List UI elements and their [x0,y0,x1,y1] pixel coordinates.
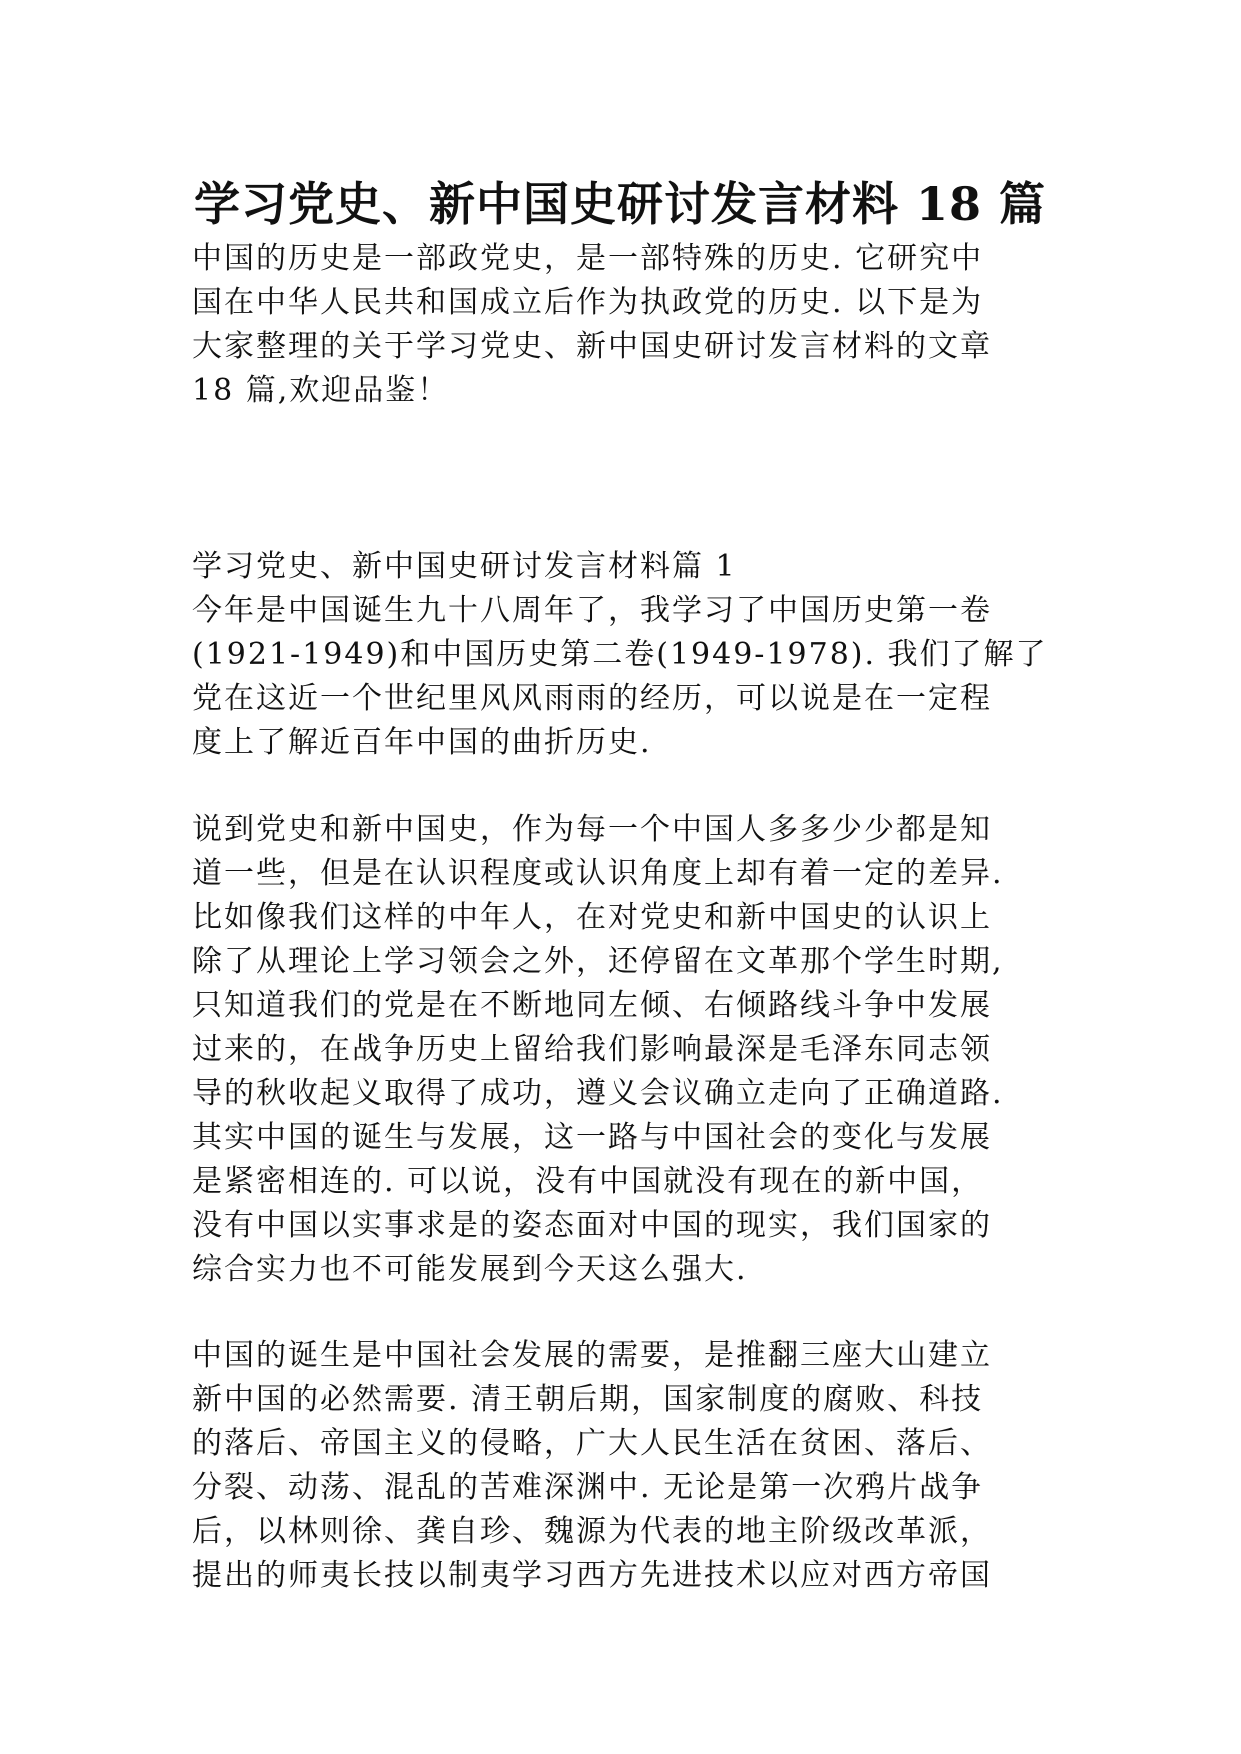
text-line: 是紧密相连的. 可以说，没有中国就没有现在的新中国， [192,1164,984,1199]
text-line: 没有中国以实事求是的姿态面对中国的现实，我们国家的 [192,1208,992,1243]
section-heading [192,545,1052,589]
text-line: 导的秋收起义取得了成功，遵义会议确立走向了正确道路. [192,1076,1004,1111]
text-line: 党在这近一个世纪里风风雨雨的经历，可以说是在一定程 [192,681,992,716]
document-title: 学习党史、新中国史研讨发言材料 18 篇 [194,177,1047,231]
text-line: 大家整理的关于学习党史、新中国史研讨发言材料的文章 [192,329,992,364]
text-line: 新中国的必然需要. 清王朝后期，国家制度的腐败、科技 [192,1382,984,1417]
text-line: 只知道我们的党是在不断地同左倾、右倾路线斗争中发展 [192,988,992,1023]
intro-paragraph [192,237,1052,413]
paragraph [192,589,1052,765]
text-line: 18 篇,欢迎品鉴！ [192,373,450,408]
paragraph [192,808,1052,1292]
text-line: 中国的诞生是中国社会发展的需要，是推翻三座大山建立 [192,1338,992,1373]
text-line: 其实中国的诞生与发展，这一路与中国社会的变化与发展 [192,1120,992,1155]
text-line: 道一些，但是在认识程度或认识角度上却有着一定的差异. [192,856,1004,891]
text-line: 比如像我们这样的中年人，在对党史和新中国史的认识上 [192,900,992,935]
text-line: 国在中华人民共和国成立后作为执政党的历史. 以下是为 [192,285,984,320]
text-line: 综合实力也不可能发展到今天这么强大. [192,1252,748,1287]
text-line: (1921-1949)和中国历史第二卷(1949-1978). 我们了解了 [192,637,1048,672]
text-line: 今年是中国诞生九十八周年了，我学习了中国历史第一卷 [192,593,992,628]
text-line: 度上了解近百年中国的曲折历史. [192,725,652,760]
paragraph [192,1334,1052,1598]
text-line: 中国的历史是一部政党史，是一部特殊的历史. 它研究中 [192,241,984,276]
text-line: 除了从理论上学习领会之外，还停留在文革那个学生时期, [192,944,1004,979]
text-line: 分裂、动荡、混乱的苦难深渊中. 无论是第一次鸦片战争 [192,1470,984,1505]
text-line: 提出的师夷长技以制夷学习西方先进技术以应对西方帝国 [192,1558,992,1593]
section-heading-text: 学习党史、新中国史研讨发言材料篇 1 [192,549,737,584]
text-line: 的落后、帝国主义的侵略，广大人民生活在贫困、落后、 [192,1426,992,1461]
text-line: 说到党史和新中国史，作为每一个中国人多多少少都是知 [192,812,992,847]
text-line: 过来的，在战争历史上留给我们影响最深是毛泽东同志领 [192,1032,992,1067]
text-line: 后，以林则徐、龚自珍、魏源为代表的地主阶级改革派， [192,1514,992,1549]
